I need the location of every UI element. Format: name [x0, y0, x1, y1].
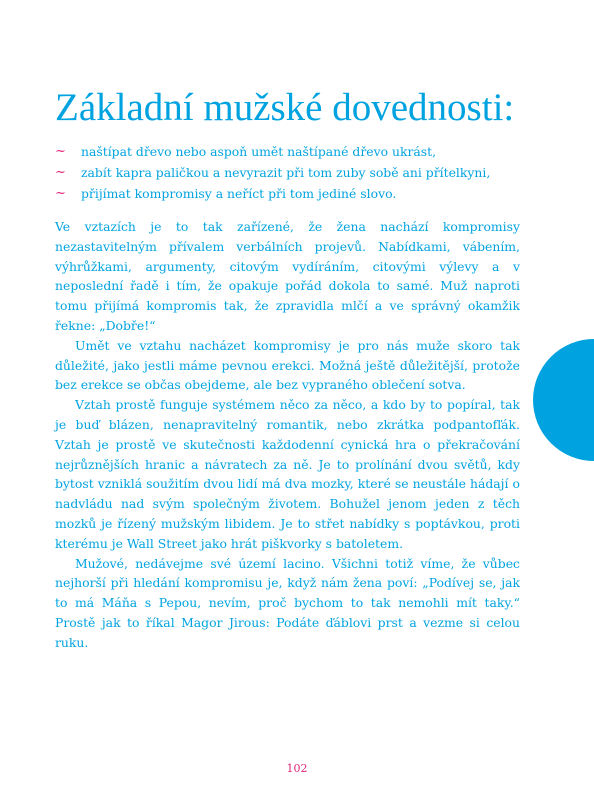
- list-item-text: přijímat kompromisy a neříct při tom jediné slovo.: [81, 186, 397, 201]
- list-item-text: zabít kapra paličkou a nevyrazit při tom zuby sobě ani přítelkyni,: [81, 165, 491, 180]
- tilde-bullet-icon: ~: [55, 165, 66, 180]
- tilde-bullet-icon: ~: [55, 186, 66, 201]
- page-title: Základní mužské dovednosti:: [55, 86, 515, 129]
- page-number: 102: [286, 762, 308, 775]
- list-item-text: naštípat dřevo nebo aspoň umět naštípané dřevo ukrást,: [81, 144, 437, 159]
- list-item: [55, 162, 490, 183]
- tilde-bullet-icon: ~: [55, 144, 66, 159]
- paragraph: Umět ve vztahu nacházet kompromisy je pro nás muže skoro tak důležité, jako jestli máme pevnou erekci. Možná ještě důležitější, protože bez erekce se občas obejdeme, ale bez vypraného oblečení sotva.: [55, 337, 520, 393]
- skills-list: [55, 141, 490, 204]
- paragraph: Ve vztazích je to tak zařízené, že žena nachází kompromisy nezastavitelným přívalem verbálních projevů. Nabídkami, vábením, výhrůžkami, argumenty, citovým vydíráním, citovými výlevy a v neposlední řadě i tím, že opakuje pořád dokola to samé. Muž naproti tomu přijímá kompromis tak, že zpravidla mlčí a ve správný okamžik řekne: „Dobře!“: [55, 219, 520, 333]
- paragraph: Vztah prostě funguje systémem něco za něco, a kdo by to popíral, tak je buď blázen, nenapravitelný romantik, nebo zkrátka podpantofľák. Vztah je prostě ve skutečnosti každodenní cynická hra o překračování nejrůznějších hranic a návratech za ně. Je to prolínání dvou světů, kdy bytost vzniklá soužitím dvou lidí má dva mozky, které se neustále hádají o nadvládu nad svým společným životem. Bohužel jenom jeden z těch mozků je řízený mužským libidem. Je to střet nabídky s poptávkou, proti kterému je Wall Street jako hrát piškvorky s batoletem.: [55, 397, 520, 551]
- list-item: [55, 183, 490, 204]
- chapter-tab-marker: [533, 339, 594, 461]
- paragraph: Mužové, nedávejme své území lacino. Všichni totiž víme, že vůbec nejhorší při hledání kompromisu je, když nám žena poví: „Podívej se, jak to má Máňa s Pepou, nevím, proč bychom to tak nemohli mít taky.“ Prostě jak to říkal Magor Jirous: Podáte ďáblovi prst a vezme si celou ruku.: [55, 555, 520, 650]
- list-item: [55, 141, 490, 162]
- body-text: [55, 217, 520, 653]
